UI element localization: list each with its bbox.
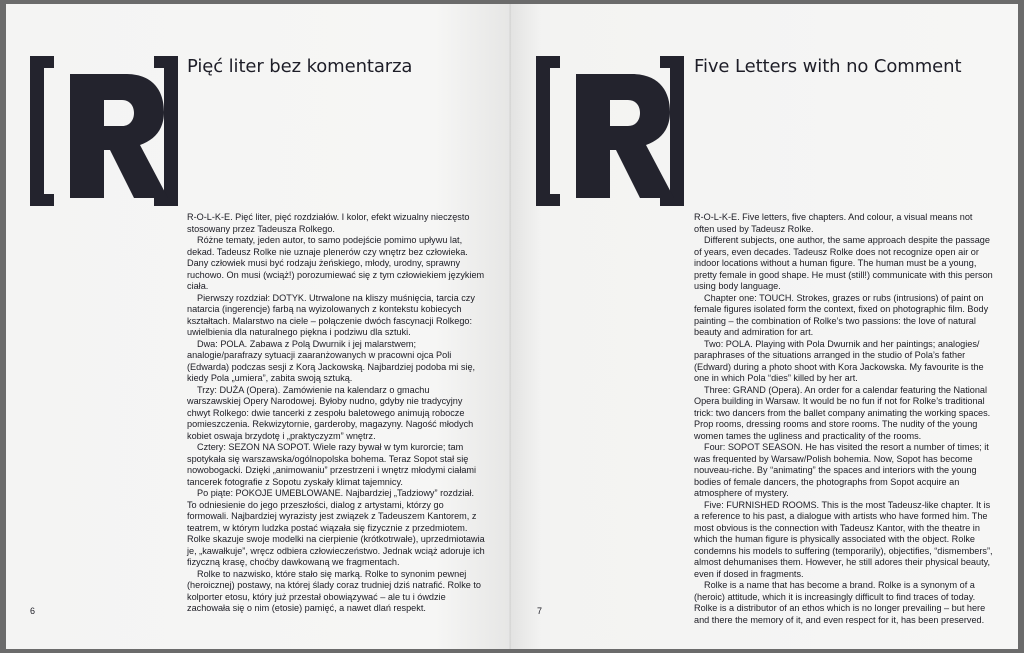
page-number: 6 [30,606,36,616]
paragraph: Dwa: POLA. Zabawa z Polą Dwurnik i jej malarstwem; analogie/parafrazy sytuacji zaaranżowanych w pracowni ojca Poli (Edwarda) podczas sesji z Korą Jackowską. Najbardziej podoba mi się, kiedy Pola „umiera”, zabita swoją sztuką. [187,338,476,383]
paragraph: Pierwszy rozdział: DOTYK. Utrwalone na kliszy muśnięcia, tarcia czy natarcia (ingerencje) farbą na wyizolowanych z kontekstu kobiecych kształtach. Malarstwo na ciele – połączenie dwóch fascynacji Rolkego: uwielbienia dla naturalnego piękna i podziwu dla sztuki. [187,292,475,337]
right-page-body [694,212,994,626]
paragraph: R-O-L-K-E. Pięć liter, pięć rozdziałów. I kolor, efekt wizualny nieczęsto stosowany przez Tadeusza Rolkego. [187,212,470,234]
svg-text:R: R [104,76,206,230]
paragraph: Chapter one: TOUCH. Strokes, grazes or rubs (intrusions) of paint on female figures isolated form the context, fixed on photographic film. Body painting – the combination of Rolke’s two passions: the love of natural beauty and admiration for art. [694,292,989,337]
paragraph: Five: FURNISHED ROOMS. This is the most Tadeusz-like chapter. It is a reference to his past, a dialogue with artists who have formed him. The most obvious is the connection with Tadeusz Kantor, with the theatre in which the human figure is physically associated with the object. Rolke condemns his models to suffering (temporarily), objectifies, “dismembers”, almost dehumanises them. However, he still adores their physical beauty, even if dosed in fragments. [694,499,993,579]
bracket-r-logo-icon [536,56,684,206]
left-page-title: Pięć liter bez komentarza [187,56,413,77]
paragraph: Two: POLA. Playing with Pola Dwurnik and her paintings; analogies/ paraphrases of the situations arranged in the studio of Pola’s father (Edward) during a photo shoot with Kora Jackowska. My favourite is the one in which Pola “dies” killed by her art. [694,338,984,383]
right-page [511,4,1018,649]
left-page-body [187,212,485,615]
bracket-r-logo-icon [30,56,206,230]
paragraph: Four: SOPOT SEASON. He has visited the resort a number of times; it was frequented by Warsaw/Polish bohemia. Now, Sopot has become nouveau-riche. By “animating” the spaces and interiors with the young bodies of female dancers, the photographs from Sopot acquire an atmosphere of mystery. [694,442,989,498]
paragraph: Trzy: DUŻA (Opera). Zamówienie na kalendarz o gmachu warszawskiej Opery Narodowej. Byłoby nudno, gdyby nie tradycyjny chwyt Rolkego: dwie tancerki z zespołu baletowego animują robocze pomieszczenia. Rekwizytornie, garderoby, magazyny. Nagość młodych kobiet oswaja brzydotę i „praktyczyzm” wnętrz. [187,384,474,441]
left-page [6,4,511,649]
paragraph: Rolke to nazwisko, które stało się marką. Rolke to synonim pewnej (heroicznej) postawy, na której ślady coraz trudniej dziś natrafić. Rolke to kolporter etosu, który już przestał obowiązywać – ale tu i ówdzie zachowała się o nim (etosie) pamięć, a nawet dlań respekt. [187,568,481,613]
paragraph: R-O-L-K-E. Five letters, five chapters. And colour, a visual means not often used by Tadeusz Rolke. [694,212,973,234]
paragraph: Różne tematy, jeden autor, to samo podejście pomimo upływu lat, dekad. Tadeusz Rolke nie uznaje plenerów czy wnętrz bez człowieka. Dany człowiek musi być rodzaju żeńskiego, młody, urodny, sprawny ruchowo. On musi (wciąż!) porozumiewać się z tym człowiekiem językiem ciała. [187,235,485,291]
book-spread [6,4,1018,649]
paragraph: Three: GRAND (Opera). An order for a calendar featuring the National Opera building in Warsaw. It would be no fun if not for Rolke’s traditional trick: two dancers from the ballet company animating the working spaces. Prop rooms, dressing rooms and store rooms. The nudity of the young women tames the ugliness and practicality of the rooms. [694,384,991,441]
paragraph: Different subjects, one author, the same approach despite the passage of years, even decades. Tadeusz Rolke does not recognize open air or indoor locations without a human figure. The human must be a young, pretty female in good shape. He must (still!) communicate with this person using body language. [694,235,993,291]
paragraph: Rolke is a name that has become a brand. Rolke is a synonym of a (heroic) attitude, which it is increasingly difficult to find traces of today. Rolke is a distributor of an ethos which is no longer prevailing – but here and there the memory of it, and even respect for it, has been preserved. [694,580,986,625]
page-number: 7 [537,606,543,616]
right-page-title: Five Letters with no Comment [694,56,962,77]
paragraph: Cztery: SEZON NA SOPOT. Wiele razy bywał w tym kurorcie; tam spotykała się warszawska/ogólnopolska bohema. Teraz Sopot stał się nowobogacki. Dzięki „animowaniu” przestrzeni i wnętrz młodymi ciałami tancerek fotografie z Sopotu zyskały klimat tajemnicy. [187,442,477,487]
paragraph: Po piąte: POKOJE UMEBLOWANE. Najbardziej „Tadziowy” rozdział. To odniesienie do jego przeszłości, dialog z artystami, którzy go formowali. Najbardziej wyrazisty jest związek z Tadeuszem Kantorem, z teatrem, w którym ludzka postać wiązała się fizycznie z przedmiotem. Rolke skazuje swoje modelki na cierpienie (krótkotrwałe), uprzedmiotawia je, „kawałkuje”, wręcz odbiera człowieczeństwo. Jednak wciąż adoruje ich fizyczną krasę, choćby dawkowaną we fragmentach. [187,488,485,567]
